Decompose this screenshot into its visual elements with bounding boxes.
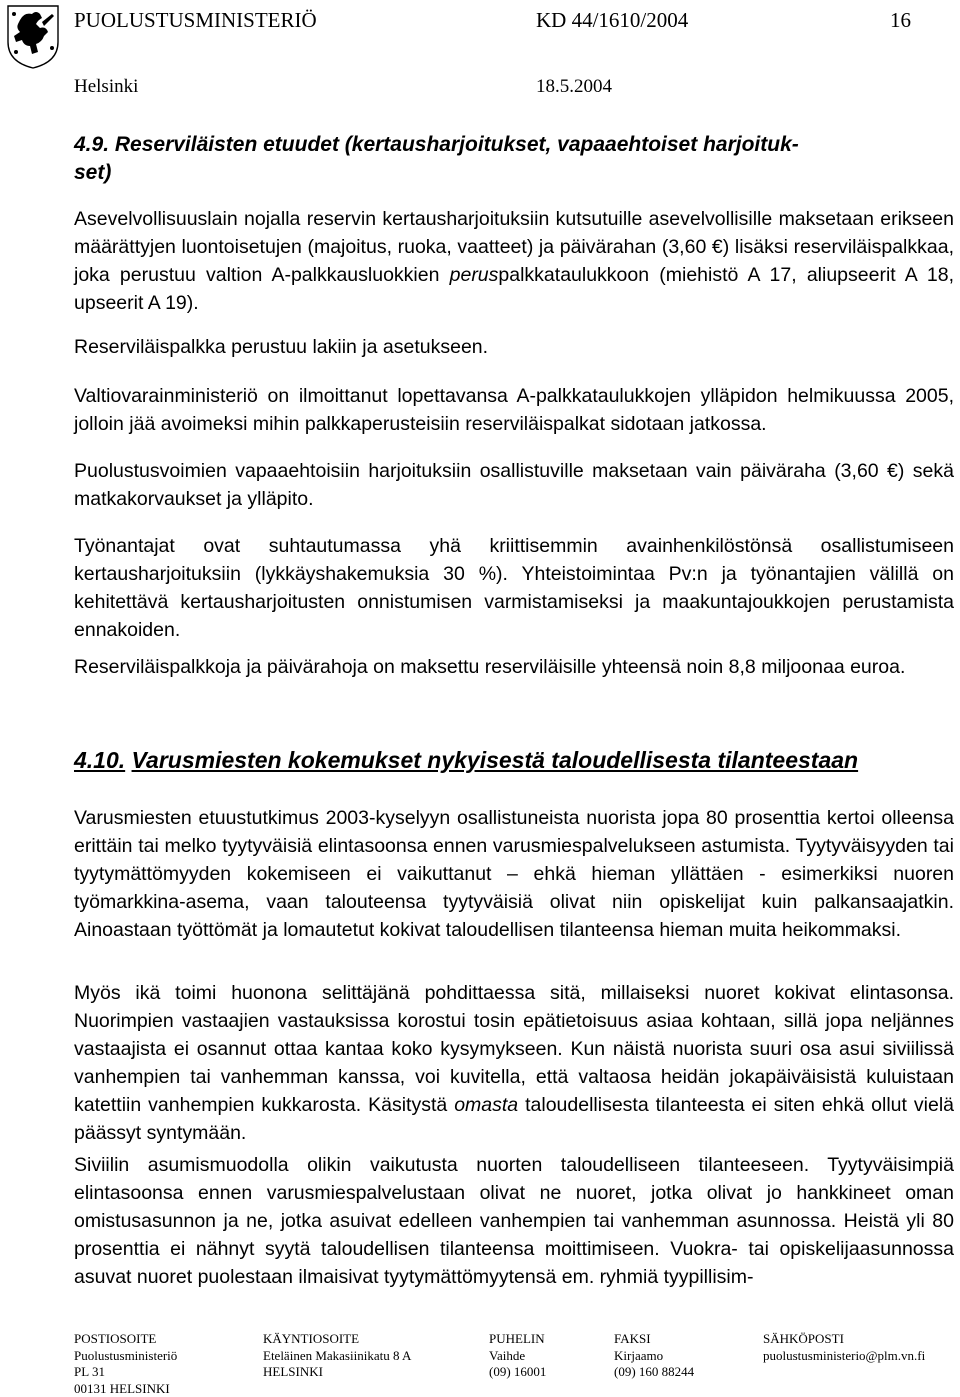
document-reference: KD 44/1610/2004 [536,8,689,32]
footer-value: HELSINKI [263,1364,323,1379]
page-number: 16 [890,8,911,32]
footer-value: Vaihde [489,1347,526,1363]
paragraph-8-emphasis: omasta [454,1094,519,1116]
header-date: 18.5.2004 [536,76,612,97]
paragraph-8 [74,979,954,1147]
paragraph-6: Reserviläispalkkoja ja päivärahoja on maksettu reserviläisille yhteensä noin 8,8 miljoonaa euroa. [74,656,906,678]
paragraph-2: Reserviläispalkka perustuu lakiin ja asetukseen. [74,336,489,358]
section-heading-4-10 [74,747,858,774]
section-title: Varusmiesten kokemukset nykyisestä taloudellisesta tilanteestaan [131,747,859,773]
section-number: 4.10. [74,747,126,773]
footer-value: (09) 16001 [489,1364,547,1379]
heading-line-2: set) [74,161,112,184]
footer-postiosoite [74,1331,177,1397]
paragraph-1 [74,205,954,317]
footer-puhelin [489,1331,546,1381]
footer-value: Kirjaamo [614,1347,664,1363]
footer-label: FAKSI [614,1331,651,1346]
paragraph-9: Siviilin asumismuodolla olikin vaikutusta nuorten taloudelliseen tilanteeseen. Tyytyväisimpiä elintasoonsa ennen varusmiespalvelustaan olivat ne nuoret, jotka olivat jo hankkineet oman omistusasunnon ja ne, jotka asuivat edelleen vanhempien tai vanhemman asunnossa. Heistä yli 80 prosenttia ei nähnyt syytä taloudellisen tilanteensa moittimiseen. Vuokra- tai opiskelijaasunnossa asuvat nuoret puolestaan ilmaisivat tyytymättömyytensä em. ryhmiä tyypillisim- [74,1154,954,1288]
footer-label: PUHELIN [489,1331,545,1346]
header-city: Helsinki [74,76,139,97]
footer-value: Eteläinen Makasiinikatu 8 A [263,1347,412,1363]
footer-value: (09) 160 88244 [614,1364,695,1379]
paragraph-1-text-b: palkkataulukkoon (miehistö A 17, aliupseerit A 18, upseerit A 19). [74,264,954,314]
footer-value: 00131 HELSINKI [74,1380,170,1396]
footer-value: Puolustusministeriö [74,1347,178,1363]
coat-of-arms-logo [2,2,64,70]
footer-value: PL 31 [74,1364,105,1379]
footer-sahkoposti [763,1331,925,1364]
paragraph-7: Varusmiesten etuustutkimus 2003-kyselyyn osallistuneista nuorista jopa 80 prosenttia kertoi olleensa erittäin tai melko tyytyväisiä elintasoonsa ennen varusmiespalvelukseen astumista. Tyytyväisyyden tai tyytymättömyyden kokemiseen ei vaikuttanut – ehkä hieman yllättäen - esimerkiksi nuoren työmarkkina-asema, vaan talouteensa tyytyväisiä olivat niin opiskelijat kuin palkansaajatkin. Ainoastaan työttömät ja lomautetut kokivat taloudellisen tilanteensa hieman muita heikommaksi. [74,807,954,941]
footer-faksi [614,1331,694,1381]
footer-email-link[interactable]: puolustusministerio@plm.vn.fi [763,1347,926,1363]
footer-label: POSTIOSOITE [74,1331,157,1346]
paragraph-5: Työnantajat ovat suhtautumassa yhä kriittisemmin avainhenkilöstönsä osallistumiseen kertausharjoituksiin (lykkäyshakemuksia 30 %). Yhteistoimintaa Pv:n ja työnantajien välillä on kehitettävä kertausharjoitusten onnistumisen varmistamiseksi ja maakuntajoukkojen perustamista ennakoiden. [74,535,954,641]
paragraph-4: Puolustusvoimien vapaaehtoisiin harjoituksiin osallistuville maksetaan vain päiväraha (3,60 €) sekä matkakorvaukset ja ylläpito. [74,460,954,510]
footer-label: KÄYNTIOSOITE [263,1331,360,1346]
paragraph-1-text-a: Asevelvollisuuslain nojalla reservin kertausharjoituksiin kutsutuille asevelvollisille maksetaan erikseen määrättyjen luontoisetujen (majoitus, ruoka, vaatteet) ja päivärahan (3,60 €) lisäksi reserviläispalkkaa, joka perustuu valtion A-palkkausluokkien [74,208,954,286]
section-heading-4-9 [74,131,954,187]
paragraph-1-emphasis: perus [449,264,499,286]
paragraph-8-text-b: taloudellisesta tilanteesta ei siten ehkä ollut vielä päässyt syntymään. [74,1094,954,1144]
heading-line-1: 4.9. Reserviläisten etuudet (kertausharjoitukset, vapaaehtoiset harjoituk- [74,133,799,156]
footer-kayntiosoite [263,1331,411,1381]
paragraph-8-text-a: Myös ikä toimi huonona selittäjänä pohdittaessa sitä, millaiseksi nuoret kokivat elintasonsa. Nuorimpien vastaajien vastauksissa korostui tosin epätietoisuus asiaa kohtaan, sillä jopa neljännes vastaajista ei osannut ottaa kantaa koko kysymykseen. Kun näistä nuorista suuri osa asui siviilissä vanhempien tai vanhemman kanssa, voi kuvitella, että valtaosa heidän jokapäiväisistä kuluistaan katettiin vanhempien kukkarosta. Käsitystä [74,982,954,1116]
footer-label: SÄHKÖPOSTI [763,1331,844,1346]
organization-name: PUOLUSTUSMINISTERIÖ [74,8,317,32]
paragraph-3: Valtiovarainministeriö on ilmoittanut lopettavansa A-palkkataulukkojen ylläpidon helmikuussa 2005, jolloin jää avoimeksi mihin palkkaperusteisiin reserviläispalkat sidotaan jatkossa. [74,385,954,435]
